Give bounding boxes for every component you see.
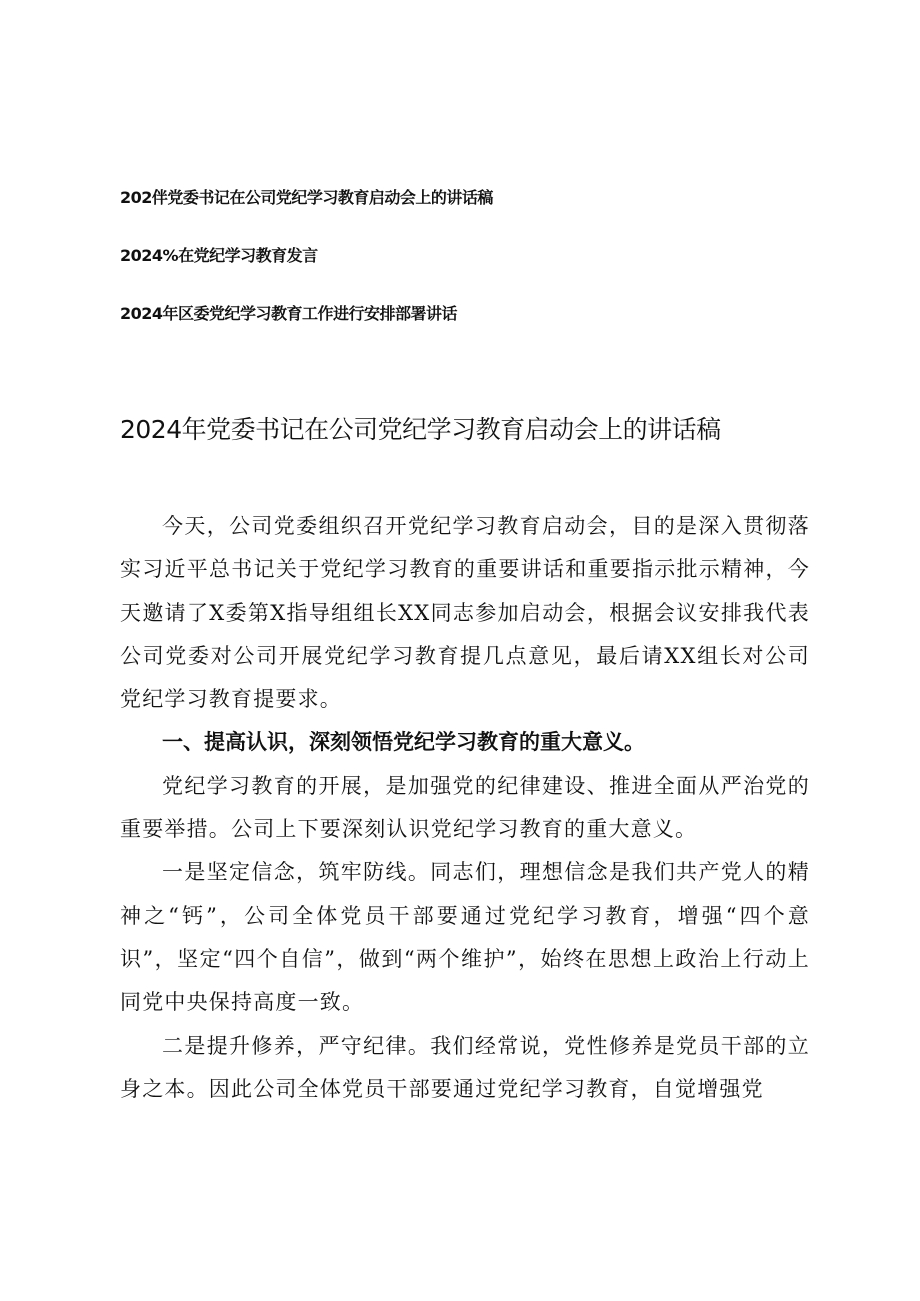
body-paragraph: 一是坚定信念，筑牢防线。同志们，理想信念是我们共产党人的精神之“钙”，公司全体党员干部要通过党纪学习教育，增强“四个意识”，坚定“四个自信”，做到“两个维护”，始终在思想上政治上行动上同党中央保持高度一致。 [120, 860, 810, 1015]
toc-item-2: 2024%在党纪学习教育发言 [120, 246, 318, 265]
body-paragraph: 党纪学习教育的开展，是加强党的纪律建设、推进全面从严治党的重要举措。公司上下要深刻认识党纪学习教育的重大意义。 [120, 773, 810, 842]
section-heading-1: 一、提高认识，深刻领悟党纪学习教育的重大意义。 [162, 730, 645, 755]
document-title: 2024年党委书记在公司党纪学习教育启动会上的讲话稿 [120, 415, 721, 444]
document-body [120, 505, 810, 1111]
table-of-contents [120, 188, 800, 324]
toc-item-1: 202伴党委书记在公司党纪学习教育启动会上的讲话稿 [120, 188, 493, 207]
toc-item-3: 2024年区委党纪学习教育工作进行安排部署讲话 [120, 304, 458, 323]
body-paragraph: 二是提升修养，严守纪律。我们经常说，党性修养是党员干部的立身之本。因此公司全体党员干部要通过党纪学习教育，自觉增强党 [120, 1033, 810, 1101]
intro-paragraph: 今天，公司党委组织召开党纪学习教育启动会，目的是深入贯彻落实习近平总书记关于党纪学习教育的重要讲话和重要指示批示精神，今天邀请了X委第X指导组组长XX同志参加启动会，根据会议安排我代表公司党委对公司开展党纪学习教育提几点意见，最后请XX组长对公司党纪学习教育提要求。 [120, 514, 810, 712]
